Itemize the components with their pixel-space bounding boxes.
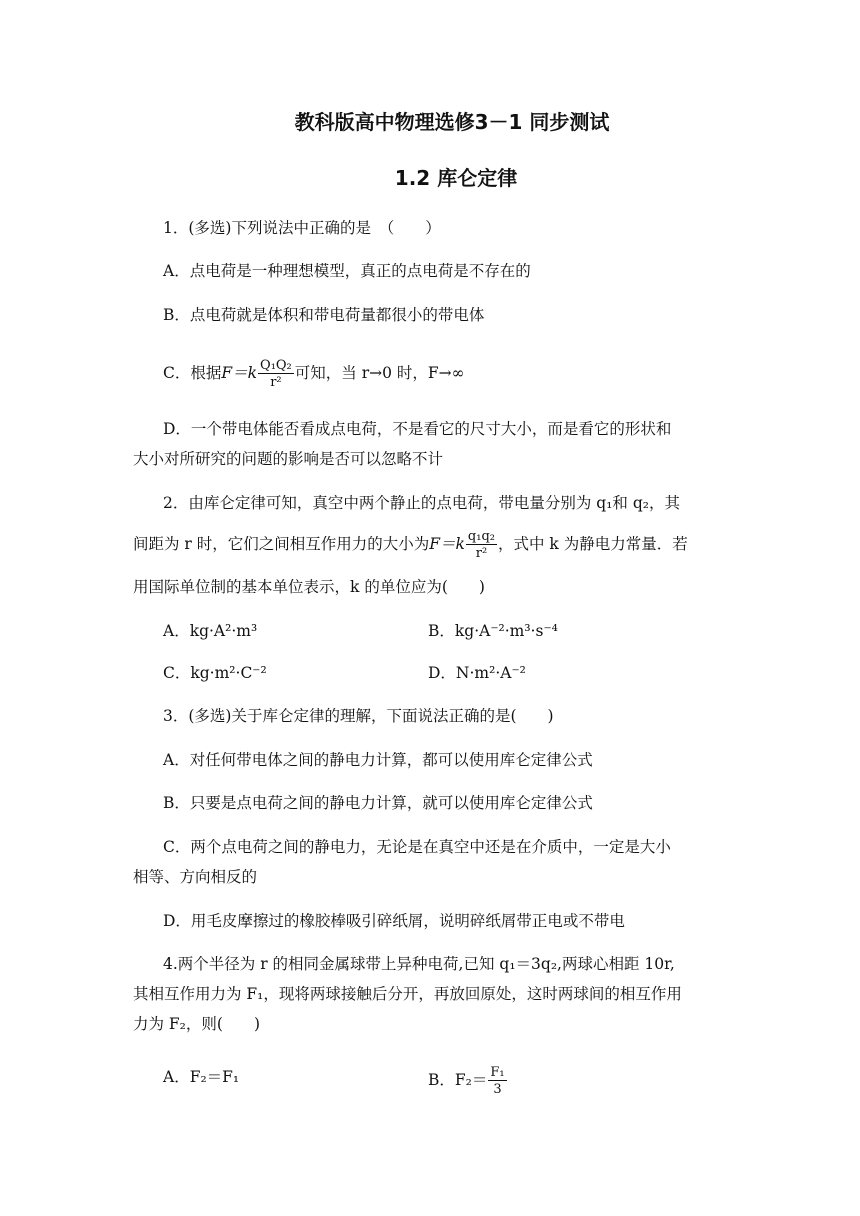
- q2-numerator: q₁q₂: [467, 529, 495, 544]
- q3-option-a: A．对任何带电体之间的静电力计算，都可以使用库仑定律公式: [163, 751, 593, 769]
- q3-option-d: D．用毛皮摩擦过的橡胶棒吸引碎纸屑，说明碎纸屑带正电或不带电: [163, 912, 625, 930]
- q1-c-fraction: [258, 359, 294, 389]
- q3-option-b: B．只要是点电荷之间的静电力计算，就可以使用库仑定律公式: [163, 794, 593, 812]
- q2-option-d: D．N·m²·A⁻²: [428, 664, 526, 682]
- q2-denominator: r²: [475, 546, 488, 561]
- q1-option-d-line2: 大小对所研究的问题的影响是否可以忽略不计: [133, 450, 444, 468]
- q4-b-lhs: B．F₂＝: [428, 1071, 488, 1089]
- q4-line2: 其相互作用力为 F₁，现将两球接触后分开，再放回原处，这时两球间的相互作用: [133, 985, 682, 1003]
- page-title: 教科版高中物理选修3－1 同步测试: [294, 110, 610, 134]
- q4-line3: 力为 F₂，则( ): [133, 1015, 260, 1033]
- q4-option-b: [428, 1066, 508, 1096]
- q2-line2-suffix: ，式中 k 为静电力常量．若: [498, 535, 688, 553]
- q2-line3: 用国际单位制的基本单位表示，k 的单位应为( ): [133, 578, 485, 596]
- q3-option-c-line2: 相等、方向相反的: [133, 868, 258, 886]
- q4-option-a: A．F₂＝F₁: [163, 1068, 240, 1086]
- q4-b-numerator: F₁: [490, 1065, 505, 1080]
- q1-option-b: B．点电荷就是体积和带电荷量都很小的带电体: [163, 306, 485, 324]
- q1-option-a: A．点电荷是一种理想模型，真正的点电荷是不存在的: [163, 262, 531, 280]
- q1-c-prefix: C．根据: [163, 364, 222, 382]
- q2-option-b: B．kg·A⁻²·m³·s⁻⁴: [428, 622, 558, 640]
- q2-option-c: C．kg·m²·C⁻²: [163, 664, 267, 682]
- q4-b-denominator: 3: [493, 1082, 502, 1097]
- q1-c-formula-lhs: F＝k: [221, 364, 258, 382]
- q1-option-c: [163, 359, 465, 389]
- q3-option-c-line1: C．两个点电荷之间的静电力，无论是在真空中还是在介质中，一定是大小: [163, 838, 671, 856]
- q1-c-denominator: r²: [270, 375, 282, 390]
- q2-formula-lhs: F＝k: [429, 535, 465, 553]
- q1-option-d-line1: D．一个带电体能否看成点电荷，不是看它的尺寸大小，而是看它的形状和: [163, 420, 672, 438]
- section-title: 1.2 库仑定律: [394, 166, 518, 190]
- q4-b-fraction: [488, 1066, 506, 1096]
- q2-line1: 2．由库仑定律可知，真空中两个静止的点电荷，带电量分别为 q₁和 q₂，其: [163, 494, 680, 512]
- q2-line2: [133, 530, 688, 560]
- q2-line2-prefix: 间距为 r 时，它们之间相互作用力的大小为: [133, 535, 430, 553]
- q2-option-a: A．kg·A²·m³: [163, 622, 258, 640]
- q4-line1: 4.两个半径为 r 的相同金属球带上异种电荷,已知 q₁＝3q₂,两球心相距 10r,: [163, 955, 675, 973]
- q2-fraction: [466, 530, 497, 560]
- q3-stem: 3．(多选)关于库仑定律的理解，下面说法正确的是( ): [163, 707, 554, 725]
- q1-c-numerator: Q₁Q₂: [260, 358, 292, 373]
- q1-stem: 1．(多选)下列说法中正确的是 （ ）: [163, 219, 441, 237]
- q1-c-suffix: 可知，当 r→0 时，F→∞: [294, 364, 465, 382]
